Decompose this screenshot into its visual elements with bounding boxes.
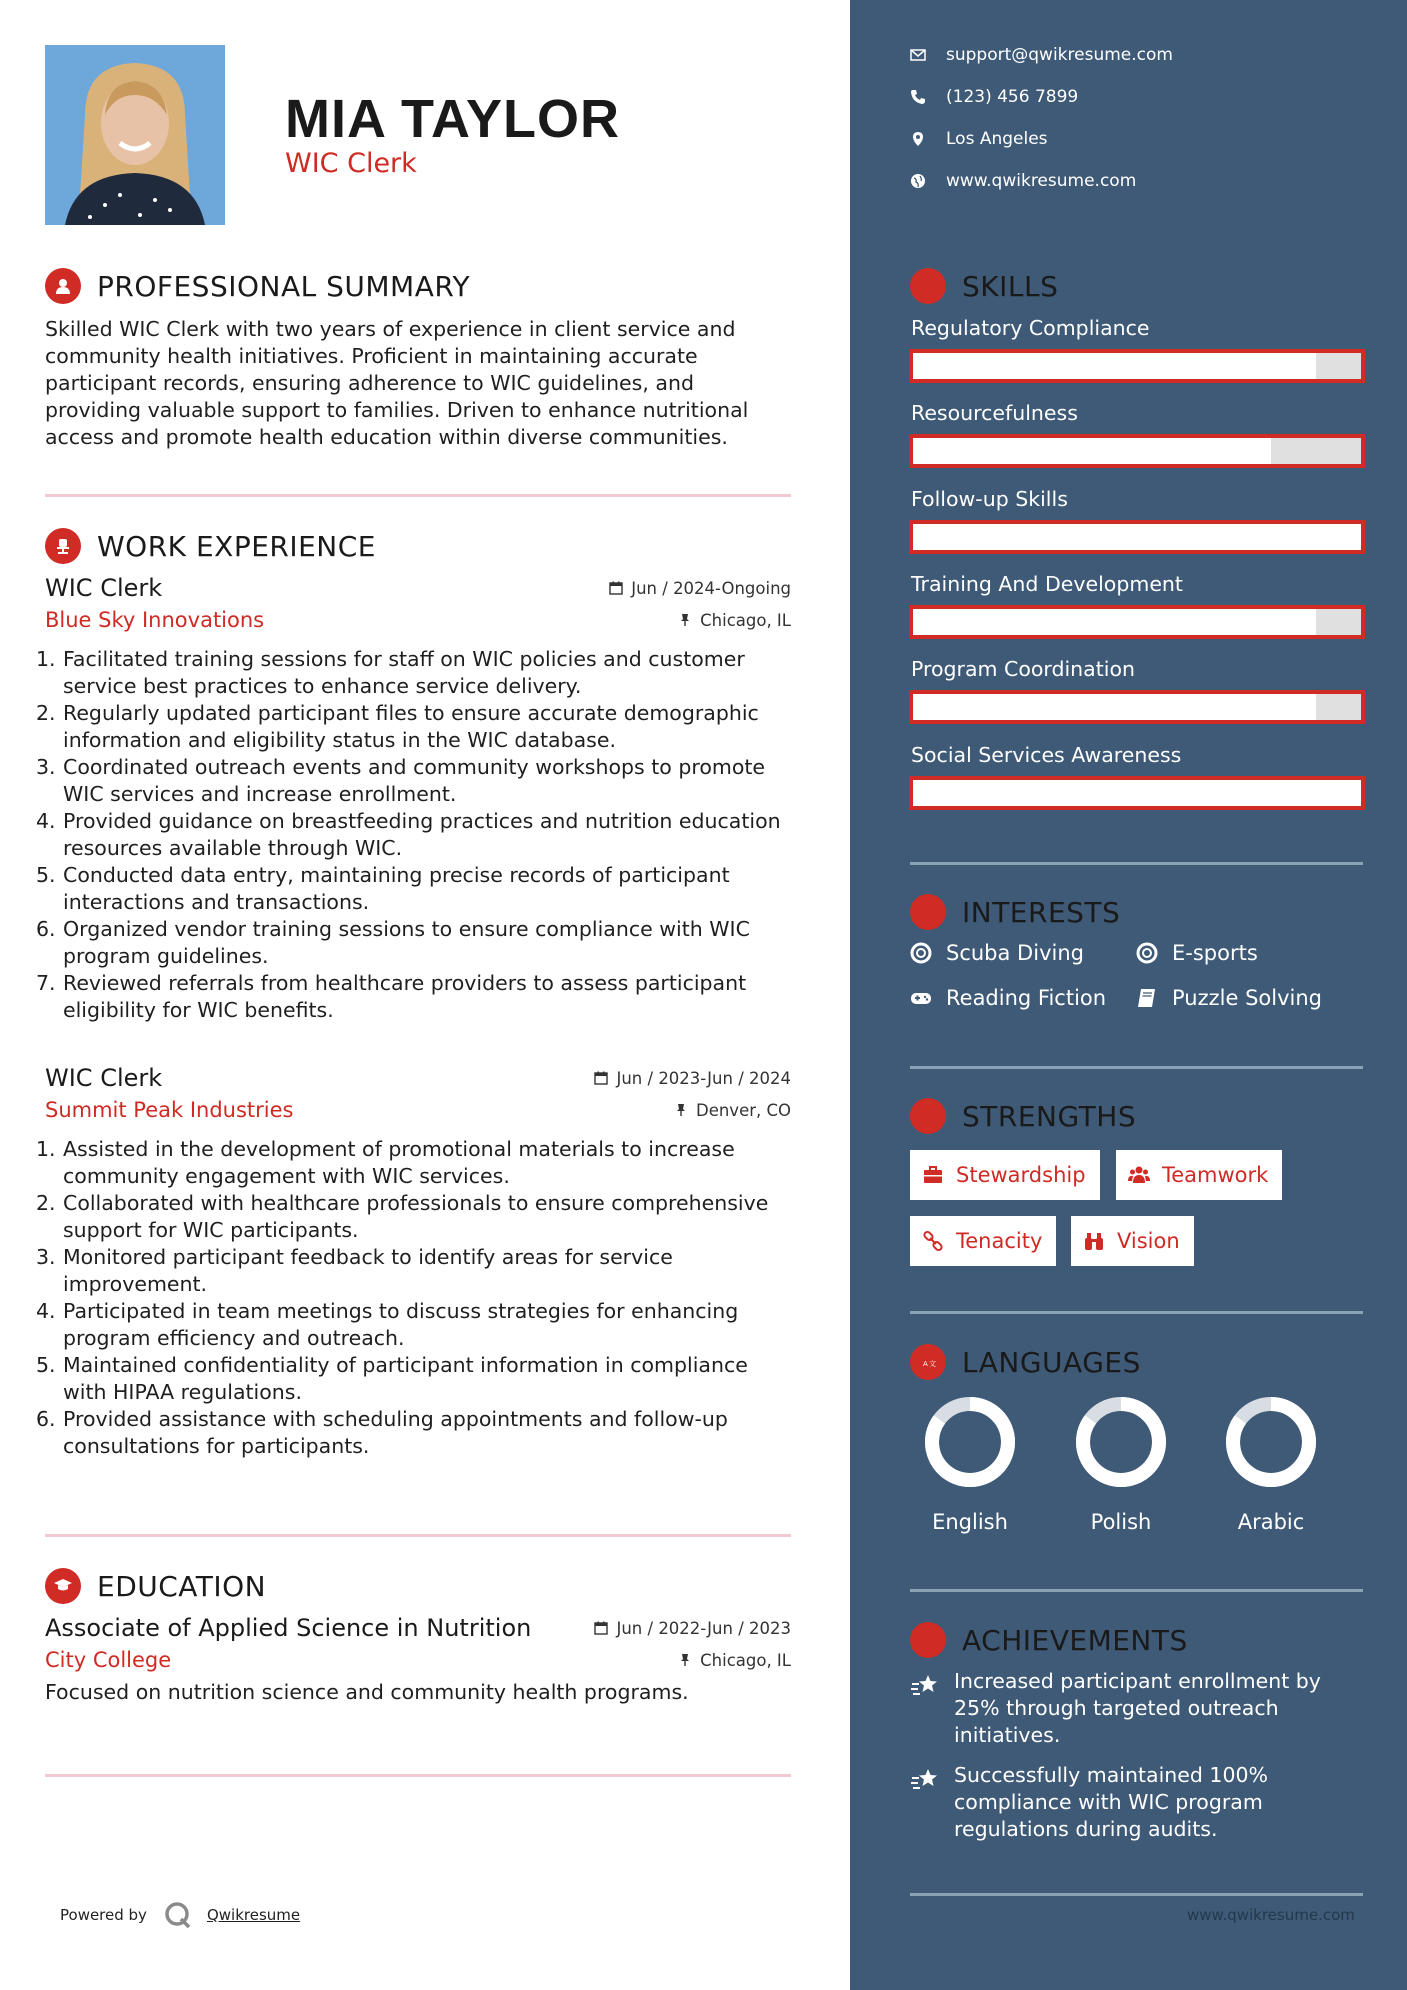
job-entry (36, 574, 791, 1024)
interest-label: Scuba Diving (946, 941, 1084, 965)
summary-text: Skilled WIC Clerk with two years of experience in client service and community health initiatives. Proficient in maintaining accurate participant records, ensuring adherence to WIC guidelines, and providing valuable support to families. Driven to enhance nutritional access and promote health education within diverse communities. (45, 317, 749, 449)
globe-icon (910, 173, 926, 189)
skills-heading (910, 268, 1058, 304)
language-item (1211, 1394, 1331, 1534)
divider (45, 1534, 791, 1537)
star-icon (910, 1622, 946, 1658)
strength-label: Stewardship (956, 1163, 1086, 1187)
job-company: Summit Peak Industries (45, 1098, 294, 1122)
strengths-heading (910, 1098, 1136, 1134)
map-pin-icon (910, 131, 926, 147)
job-location (678, 611, 791, 630)
list-item: 4. Participated in team meetings to discuss strategies for enhancing program efficiency and outreach. (36, 1299, 739, 1350)
skill-label: Regulatory Compliance (911, 316, 1150, 340)
education-location-text: Chicago, IL (700, 1650, 791, 1670)
strength-chip (910, 1216, 1056, 1266)
strength-chip (1116, 1150, 1282, 1200)
envelope-icon (910, 47, 926, 63)
book-icon (1136, 987, 1158, 1009)
job-location-text: Chicago, IL (700, 610, 791, 630)
job-dates-text: Jun / 2024-Ongoing (631, 578, 791, 598)
education-location (678, 1651, 791, 1670)
phone-icon (910, 89, 926, 105)
email-text: support@qwikresume.com (946, 45, 1173, 65)
skill-label: Follow-up Skills (911, 487, 1068, 511)
chair-icon (45, 528, 81, 564)
divider (910, 1311, 1363, 1314)
job-bullets (36, 1136, 791, 1460)
languages-title: LANGUAGES (962, 1345, 1141, 1379)
qwikresume-link[interactable]: Qwikresume (206, 1906, 301, 1924)
interest-item (1136, 941, 1258, 965)
achievement-item (910, 1668, 1350, 1749)
skills-title: SKILLS (962, 269, 1059, 303)
user-icon (45, 268, 81, 304)
divider (45, 1774, 791, 1777)
job-title: WIC Clerk (45, 1064, 163, 1092)
gamepad-icon (910, 987, 932, 1009)
language-item (910, 1394, 1030, 1534)
svg-text:文: 文 (929, 1360, 936, 1368)
candidate-title: WIC Clerk (285, 148, 417, 179)
skill-bar (909, 776, 1365, 810)
users-icon (1128, 1164, 1150, 1186)
job-location (674, 1101, 791, 1120)
language-ring (1223, 1394, 1319, 1490)
paper-plane-icon (910, 894, 946, 930)
education-description: Focused on nutrition science and community health programs. (45, 1680, 689, 1704)
language-label: Arabic (1237, 1510, 1305, 1534)
education-dates (594, 1619, 791, 1638)
interest-item (1136, 986, 1322, 1010)
divider (45, 494, 791, 497)
job-bullets (36, 646, 791, 1024)
skill-label: Program Coordination (911, 657, 1136, 681)
shooting-star-icon (910, 1764, 940, 1794)
achievement-text: Successfully maintained 100% compliance with WIC program regulations during audits. (954, 1763, 1269, 1841)
contact-location (910, 129, 1048, 149)
education-heading (45, 1568, 266, 1604)
contact-phone[interactable] (910, 87, 1078, 107)
summary-title: PROFESSIONAL SUMMARY (97, 269, 471, 303)
education-entry (45, 1614, 791, 1704)
phone-text: (123) 456 7899 (946, 87, 1079, 107)
list-item: 6. Organized vendor training sessions to ensure compliance with WIC program guidelines. (36, 917, 750, 968)
school: City College (45, 1648, 172, 1672)
skill-bar (909, 520, 1365, 554)
skill-bar (909, 690, 1365, 724)
language-ring (1073, 1394, 1169, 1490)
interest-label: Puzzle Solving (1172, 986, 1322, 1010)
language-label: Polish (1090, 1510, 1152, 1534)
interest-item (910, 986, 1106, 1010)
footer-website[interactable]: www.qwikresume.com (1187, 1906, 1355, 1924)
skill-label: Training And Development (911, 572, 1183, 596)
calendar-icon (594, 1621, 608, 1635)
strength-chip (910, 1150, 1100, 1200)
achievements-heading (910, 1622, 1188, 1658)
list-item: 6. Provided assistance with scheduling appointments and follow-up consultations for participants. (36, 1407, 728, 1458)
website-text: www.qwikresume.com (946, 171, 1137, 191)
divider (910, 1589, 1363, 1592)
skill-bar (909, 349, 1365, 383)
education-title: EDUCATION (97, 1569, 267, 1603)
link-icon (922, 1230, 944, 1252)
lifebuoy-icon (1136, 942, 1158, 964)
list-item: 1. Assisted in the development of promotional materials to increase community engagement with WIC services. (36, 1137, 735, 1188)
location-text: Los Angeles (946, 129, 1048, 149)
job-dates-text: Jun / 2023-Jun / 2024 (616, 1068, 791, 1088)
candidate-name: MIA TAYLOR (285, 89, 621, 149)
interests-heading (910, 894, 1120, 930)
job-company: Blue Sky Innovations (45, 608, 265, 632)
language-item (1061, 1394, 1181, 1534)
strengths-title: STRENGTHS (962, 1099, 1137, 1133)
skill-label: Social Services Awareness (911, 743, 1182, 767)
list-item: 4. Provided guidance on breastfeeding practices and nutrition education resources available through WIC. (36, 809, 781, 860)
divider (910, 1893, 1363, 1896)
skill-label: Resourcefulness (911, 401, 1078, 425)
strength-chip (1071, 1216, 1194, 1266)
experience-title: WORK EXPERIENCE (97, 529, 376, 563)
degree: Associate of Applied Science in Nutrition (45, 1614, 532, 1642)
interest-label: Reading Fiction (946, 986, 1107, 1010)
svg-text:A: A (923, 1360, 928, 1368)
graduation-cap-icon (45, 1568, 81, 1604)
profile-photo (45, 45, 225, 225)
list-item: 3. Monitored participant feedback to identify areas for service improvement. (36, 1245, 673, 1296)
job-dates (609, 579, 791, 598)
languages-heading (910, 1344, 1141, 1380)
pin-icon (674, 1103, 688, 1117)
experience-heading (45, 528, 376, 564)
qwikresume-logo-icon (163, 1900, 193, 1930)
job-entry (36, 1064, 791, 1460)
skill-bar (909, 434, 1365, 468)
strength-label: Vision (1117, 1229, 1180, 1253)
list-item: 2. Collaborated with healthcare professionals to ensure comprehensive support for WIC participants. (36, 1191, 769, 1242)
achievements-title: ACHIEVEMENTS (962, 1623, 1188, 1657)
contact-email[interactable] (910, 45, 1173, 65)
language-label: English (932, 1510, 1008, 1534)
powered-by (60, 1900, 300, 1930)
pin-icon (678, 1653, 692, 1667)
divider (910, 862, 1363, 865)
pin-icon (678, 613, 692, 627)
calendar-icon (609, 581, 623, 595)
strength-label: Teamwork (1162, 1163, 1269, 1187)
list-item: 5. Maintained confidentiality of participant information in compliance with HIPAA regulations. (36, 1353, 748, 1404)
job-dates (594, 1069, 791, 1088)
divider (910, 1066, 1363, 1069)
calendar-icon (594, 1071, 608, 1085)
contact-website[interactable] (910, 171, 1136, 191)
briefcase-icon (922, 1164, 944, 1186)
list-item: 3. Coordinated outreach events and community workshops to promote WIC services and increase enrollment. (36, 755, 766, 806)
powered-by-text: Powered by (60, 1906, 147, 1924)
job-location-text: Denver, CO (695, 1100, 791, 1120)
interest-label: E-sports (1172, 941, 1258, 965)
skill-bar (909, 605, 1365, 639)
lifebuoy-icon (910, 942, 932, 964)
job-title: WIC Clerk (45, 574, 163, 602)
summary-heading (45, 268, 470, 304)
list-item: 1. Facilitated training sessions for staff on WIC policies and customer service best practices to enhance service delivery. (36, 647, 745, 698)
list-item: 2. Regularly updated participant files to ensure accurate demographic information and eligibility status in the WIC database. (36, 701, 759, 752)
list-item: 7. Reviewed referrals from healthcare providers to assess participant eligibility for WIC benefits. (36, 971, 747, 1022)
list-item: 5. Conducted data entry, maintaining precise records of participant interactions and transactions. (36, 863, 730, 914)
achievement-item (910, 1762, 1350, 1843)
translate-icon (910, 1344, 946, 1380)
education-dates-text: Jun / 2022-Jun / 2023 (616, 1618, 791, 1638)
binoculars-icon (1083, 1230, 1105, 1252)
language-ring (922, 1394, 1018, 1490)
shooting-star-icon (910, 1670, 940, 1700)
interest-item (910, 941, 1084, 965)
strength-label: Tenacity (956, 1229, 1043, 1253)
achievement-text: Increased participant enrollment by 25% through targeted outreach initiatives. (954, 1669, 1321, 1747)
fist-icon (910, 1098, 946, 1134)
interests-title: INTERESTS (962, 895, 1121, 929)
lightbulb-icon (910, 268, 946, 304)
